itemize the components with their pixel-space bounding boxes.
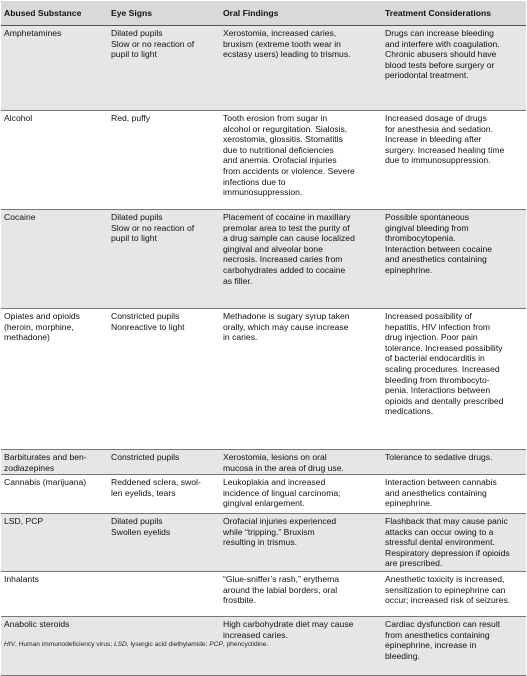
cell-text-line: scaling procedures. Increased: [385, 363, 500, 374]
cell-text-line: Dilated pupils: [111, 28, 163, 38]
table-row: [1, 111, 526, 210]
cell-text-line: gingival and alveolar bone: [223, 243, 323, 254]
cell-text-line: Interaction between cocaine: [385, 243, 493, 254]
cell-text-line: as filler.: [223, 275, 253, 286]
cell-text-line: immunosuppression.: [223, 187, 303, 198]
cell-text-line: zodiazepines: [4, 462, 55, 473]
table-row: [1, 572, 526, 617]
cell-text-line: Dilated pupils: [111, 212, 163, 222]
cell-text-line: Respiratory depression if opioids: [385, 547, 510, 558]
cell-treatment: [382, 309, 526, 450]
header-abused-substance: Abused Substance: [1, 1, 108, 26]
cell-text-line: Flashback that may cause panic: [385, 516, 508, 526]
cell-oral-findings: [220, 475, 382, 514]
cell-text-line: Anesthetic toxicity is increased,: [385, 574, 505, 584]
cell-text-line: and anesthetics containing: [385, 254, 487, 265]
cell-text-line: Cannabis (marijuana): [4, 477, 87, 487]
cell-text-line: Methadone is sugary syrup taken: [223, 311, 350, 321]
cell-text-line: LSD, PCP: [4, 516, 44, 526]
cell-text-line: Red, puffy: [111, 113, 151, 123]
table-row: [1, 475, 526, 514]
table-row: [1, 26, 526, 111]
cell-text-line: Inhalants: [4, 574, 39, 584]
cell-text-line: Increased possibility of: [385, 311, 472, 321]
cell-text-line: frostbite.: [223, 595, 256, 606]
cell-text-line: pupil to light: [111, 49, 157, 60]
cell-substance: [1, 450, 108, 475]
cell-oral-findings: [220, 111, 382, 210]
cell-text-line: Amphetamines: [4, 28, 62, 38]
cell-text-line: Slow or no reaction of: [111, 38, 195, 49]
cell-text-line: alcohol or regurgitation. Sialosis,: [223, 123, 348, 134]
footnote-abbr-hiv: HIV: [4, 641, 15, 648]
cell-eye-signs: [108, 572, 220, 617]
header-eye-signs: Eye Signs: [108, 1, 220, 26]
cell-text-line: Slow or no reaction of: [111, 222, 195, 233]
table-row: [1, 514, 526, 572]
cell-oral-findings: [220, 572, 382, 617]
cell-eye-signs: [108, 26, 220, 111]
cell-text-line: necrosis. Increased caries from: [223, 254, 343, 265]
cell-text-line: periodontal treatment.: [385, 70, 469, 81]
cell-substance: [1, 111, 108, 210]
cell-treatment: [382, 450, 526, 475]
cell-text-line: opioids and dentally prescribed: [385, 395, 504, 406]
cell-text-line: and anesthetics containing: [385, 487, 487, 498]
cell-oral-findings: [220, 210, 382, 309]
cell-substance: [1, 210, 108, 309]
cell-eye-signs: [108, 309, 220, 450]
cell-text-line: mucosa in the area of drug use.: [223, 462, 344, 473]
cell-text-line: attacks can occur owing to a: [385, 526, 494, 537]
cell-text-line: sensitization to epinephrine can: [385, 584, 506, 595]
cell-text-line: hepatitis, HIV infection from: [385, 321, 491, 332]
cell-text-line: resulting in trismus.: [223, 537, 298, 548]
table-row: [1, 450, 526, 475]
cell-text-line: bleeding from thrombocyto-: [385, 374, 490, 385]
cell-text-line: and interfere with coagulation.: [385, 38, 500, 49]
cell-text-line: (heroin, morphine,: [4, 321, 74, 332]
cell-treatment: [382, 210, 526, 309]
cell-text-line: are prescribed.: [385, 558, 443, 569]
cell-text-line: Opiates and opioids: [4, 311, 80, 321]
cell-text-line: for anesthesia and sedation.: [385, 123, 493, 134]
cell-text-line: carbohydrates added to cocaine: [223, 264, 346, 275]
header-treatment-considerations: Treatment Considerations: [382, 1, 526, 26]
cell-substance: [1, 514, 108, 572]
footnote-def-lsd: , lysergic acid diethylamide;: [126, 641, 210, 648]
cell-text-line: pupil to light: [111, 233, 157, 244]
table-footnote: [4, 641, 268, 649]
header-oral-findings: Oral Findings: [220, 1, 382, 26]
abused-substances-table: [1, 1, 526, 676]
cell-text-line: Constricted pupils: [111, 452, 180, 462]
cell-treatment: [382, 514, 526, 572]
cell-text-line: Increased dosage of drugs: [385, 113, 487, 123]
cell-text-line: of bacterial endocarditis in: [385, 353, 485, 364]
cell-eye-signs: [108, 210, 220, 309]
cell-text-line: Drugs can increase bleeding: [385, 28, 494, 38]
cell-text-line: Alcohol: [4, 113, 33, 123]
cell-text-line: Tooth erosion from sugar in: [223, 113, 328, 123]
cell-substance: [1, 572, 108, 617]
cell-oral-findings: [220, 26, 382, 111]
cell-text-line: due to nutritional deficiencies: [223, 144, 334, 155]
cell-text-line: gingival bleeding from: [385, 222, 469, 233]
cell-text-line: incidence of lingual carcinoma;: [223, 487, 341, 498]
cell-substance: [1, 475, 108, 514]
cell-text-line: ecstasy users) leading to trismus.: [223, 49, 351, 60]
cell-text-line: epinephrine.: [385, 264, 433, 275]
cell-text-line: orally, which may cause increase: [223, 321, 349, 332]
table-body: [1, 26, 526, 676]
footnote-def-pcp: , phencyclidine.: [222, 641, 269, 648]
cell-text-line: and anemia. Orofacial injuries: [223, 155, 337, 166]
cell-substance: [1, 26, 108, 111]
cell-text-line: len eyelids, tears: [111, 487, 176, 498]
cell-text-line: surgery. Increased healing time: [385, 144, 505, 155]
cell-text-line: Increase in bleeding after: [385, 134, 482, 145]
cell-text-line: bruxism (extreme tooth wear in: [223, 38, 341, 49]
cell-text-line: thrombocytopenia.: [385, 233, 456, 244]
cell-text-line: occur; increased risk of seizures.: [385, 595, 511, 606]
cell-treatment: [382, 26, 526, 111]
cell-eye-signs: [108, 450, 220, 475]
cell-treatment: [382, 475, 526, 514]
cell-text-line: tolerance. Increased possibility: [385, 342, 503, 353]
cell-text-line: penia. Interactions between: [385, 385, 491, 396]
cell-text-line: Possible spontaneous: [385, 212, 470, 222]
cell-text-line: Cocaine: [4, 212, 36, 222]
cell-text-line: infections due to: [223, 176, 286, 187]
cell-text-line: bleeding.: [385, 650, 420, 661]
cell-substance: [1, 309, 108, 450]
table-row: [1, 210, 526, 309]
cell-text-line: blood tests before surgery or: [385, 59, 495, 70]
cell-text-line: xerostomia, glossitis. Stomatitis: [223, 134, 343, 145]
cell-treatment: [382, 111, 526, 210]
cell-eye-signs: [108, 475, 220, 514]
cell-text-line: around the labial borders, oral: [223, 584, 338, 595]
cell-text-line: Swollen eyelids: [111, 526, 171, 537]
cell-text-line: Interaction between cannabis: [385, 477, 497, 487]
table-row: [1, 309, 526, 450]
cell-text-line: Placement of cocaine in maxillary: [223, 212, 351, 222]
cell-text-line: Reddened sclera, swol-: [111, 477, 201, 487]
cell-text-line: increased caries.: [223, 629, 288, 640]
cell-text-line: premolar area to test the purity of: [223, 222, 350, 233]
table-header-row: [1, 1, 526, 26]
cell-text-line: in caries.: [223, 332, 258, 343]
cell-text-line: Barbiturates and ben-: [4, 452, 87, 462]
cell-text-line: a drug sample can cause localized: [223, 233, 355, 244]
cell-text-line: from accidents or violence. Severe: [223, 165, 355, 176]
cell-text-line: gingival enlargement.: [223, 498, 305, 509]
cell-oral-findings: [220, 309, 382, 450]
cell-text-line: Nonreactive to light: [111, 321, 185, 332]
cell-oral-findings: [220, 450, 382, 475]
cell-text-line: from anesthetics containing: [385, 629, 490, 640]
cell-treatment: [382, 617, 526, 676]
cell-text-line: Orofacial injuries experienced: [223, 516, 337, 526]
footnote-abbr-pcp: PCP: [209, 641, 223, 648]
cell-text-line: Constricted pupils: [111, 311, 180, 321]
cell-text-line: Xerostomia, lesions on oral: [223, 452, 327, 462]
cell-text-line: medications.: [385, 406, 434, 417]
cell-text-line: stressful dental environment.: [385, 537, 495, 548]
cell-text-line: epinephrine, increase in: [385, 640, 477, 651]
cell-text-line: High carbohydrate diet may cause: [223, 619, 354, 629]
cell-text-line: due to immunosuppression.: [385, 155, 491, 166]
cell-text-line: while “tripping.” Bruxism: [223, 526, 315, 537]
cell-text-line: epinephrine.: [385, 498, 433, 509]
cell-eye-signs: [108, 514, 220, 572]
cell-text-line: Cardiac dysfunction can result: [385, 619, 501, 629]
cell-text-line: Anabolic steroids: [4, 619, 70, 629]
cell-oral-findings: [220, 514, 382, 572]
cell-text-line: Leukoplakia and increased: [223, 477, 326, 487]
footnote-abbr-lsd: LSD: [113, 641, 127, 648]
cell-eye-signs: [108, 111, 220, 210]
cell-text-line: “Glue-sniffer’s rash,” erythema: [223, 574, 340, 584]
cell-text-line: Chronic abusers should have: [385, 49, 497, 60]
cell-treatment: [382, 572, 526, 617]
cell-text-line: Xerostomia, increased caries,: [223, 28, 337, 38]
footnote-def-hiv: , Human immunodeficiency virus;: [15, 641, 114, 648]
cell-text-line: Tolerance to sedative drugs.: [385, 452, 493, 462]
cell-text-line: methadone): [4, 332, 50, 343]
cell-text-line: Dilated pupils: [111, 516, 163, 526]
cell-text-line: drug injection. Poor pain: [385, 332, 478, 343]
